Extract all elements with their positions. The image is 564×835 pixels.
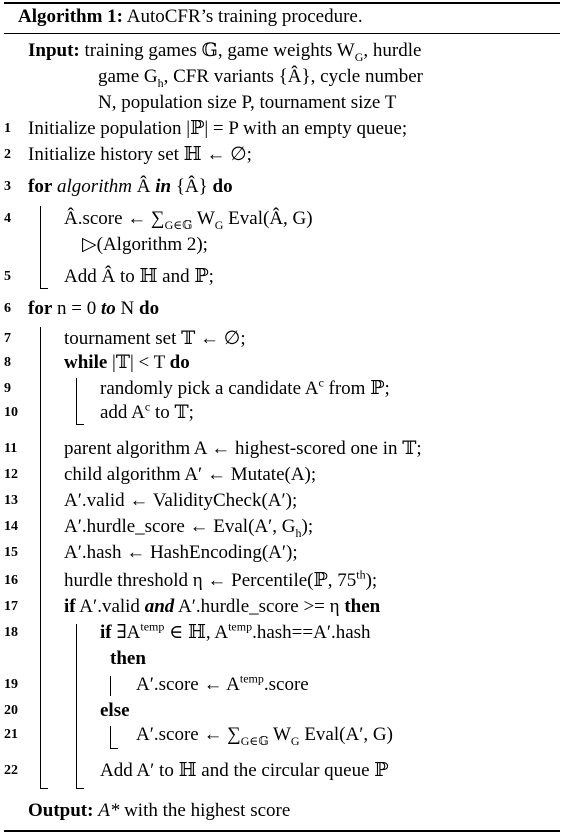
algorithm-line: for n = 0 to N do	[28, 298, 160, 319]
line-number: 14	[4, 519, 18, 534]
line-number: 15	[4, 545, 18, 560]
algorithm-line: else	[100, 700, 130, 721]
algorithm-line: Add Â to ℍ and ℙ;	[64, 266, 214, 287]
line-number: 7	[4, 331, 11, 346]
line-number: 6	[4, 301, 11, 316]
algorithm-line: while |𝕋| < T do	[64, 352, 190, 373]
algorithm-caption: AutoCFR’s training procedure.	[126, 6, 363, 27]
line-number: 13	[4, 493, 18, 508]
line-number: 22	[4, 763, 18, 778]
input-line-3: N, population size P, tournament size T	[98, 92, 397, 113]
algorithm-line: A′.valid ← ValidityCheck(A′);	[64, 490, 298, 511]
scope-hook-for1	[40, 288, 48, 289]
scope-bar-then	[110, 676, 111, 696]
line-number: 10	[4, 405, 18, 420]
algorithm-line: child algorithm A′ ← Mutate(A);	[64, 464, 317, 485]
line-number: 9	[4, 381, 11, 396]
scope-bar-else	[110, 726, 111, 748]
title-rule	[4, 33, 560, 34]
algorithm-title	[18, 6, 363, 28]
algorithm-line: A′.score ← $\sum_{G\in 𝔾}$ $W_G$ Eval(A′, G)	[136, 724, 393, 748]
algorithm-line: randomly pick a candidate $A^c$ from ℙ;	[100, 375, 390, 399]
algorithm-line: A′.hash ← HashEncoding(A′);	[64, 542, 298, 563]
line-number: 19	[4, 677, 18, 692]
output-line: Output: A* with the highest score	[28, 800, 291, 821]
algorithm-line: if A′.valid and A′.hurdle_score >= η then	[64, 596, 381, 617]
algorithm-line: Initialize history set ℍ ← ∅;	[28, 144, 252, 165]
line-number: 17	[4, 599, 18, 614]
algorithm-line: if $\exists A^{temp}$ ∈ ℍ, $A^{temp}.hash==A'.hash$	[100, 619, 371, 643]
line-number: 1	[4, 121, 11, 136]
scope-bar-if	[76, 624, 77, 788]
algorithm-line: A′.hurdle_score ← Eval(A′, $G_h$);	[64, 516, 314, 540]
line-number: 12	[4, 467, 18, 482]
line-number: 21	[4, 727, 18, 742]
top-rule	[4, 2, 560, 4]
algorithm-line: add $A^c$ to 𝕋;	[100, 399, 194, 423]
scope-hook-for2	[40, 788, 48, 789]
line-number: 5	[4, 269, 11, 284]
line-number: 18	[4, 625, 18, 640]
bottom-rule	[4, 830, 560, 832]
line-number: 16	[4, 573, 18, 588]
output-label: Output:	[28, 800, 94, 821]
input-label: Input:	[28, 40, 80, 61]
algorithm-label: Algorithm 1:	[18, 6, 124, 27]
algorithm-line: ▷(Algorithm 2);	[82, 234, 208, 255]
scope-hook-else	[110, 748, 118, 749]
scope-hook-while	[76, 424, 84, 425]
output-var: A*	[98, 800, 120, 821]
scope-hook-if	[76, 788, 84, 789]
input-line-1: Input: training games 𝔾, game weights $W_G$, hurdle	[28, 40, 422, 64]
line-number: 8	[4, 355, 11, 370]
scope-bar-while	[76, 378, 77, 424]
line-number: 20	[4, 703, 18, 718]
scope-bar-for2	[40, 327, 41, 788]
algorithm-line: Â.score ← $\sum_{G\in 𝔾}$ $W_G$ Eval(Â, G)	[64, 208, 313, 232]
algorithm-line: tournament set 𝕋 ← ∅;	[64, 328, 246, 349]
line-number: 4	[4, 211, 11, 226]
algorithm-line: hurdle threshold η ← Percentile(ℙ, 75th);	[64, 567, 378, 591]
input-line-2: game $G_h$, CFR variants {Â}, cycle number	[98, 66, 424, 90]
scope-bar-for1	[40, 206, 41, 288]
line-number: 11	[4, 441, 18, 456]
line-number: 3	[4, 179, 11, 194]
algorithm-line: Add A′ to ℍ and the circular queue ℙ	[100, 760, 389, 781]
line-number: 2	[4, 147, 11, 162]
algorithm-line: then	[110, 648, 146, 669]
algorithm-line: parent algorithm A ← highest-scored one in 𝕋;	[64, 438, 422, 459]
algorithm-line: for algorithm Â in {Â} do	[28, 176, 233, 197]
algorithm-line: A′.score ← $A^{temp}.score$	[136, 671, 309, 695]
algorithm-line: Initialize population |ℙ| = P with an empty queue;	[28, 118, 408, 139]
